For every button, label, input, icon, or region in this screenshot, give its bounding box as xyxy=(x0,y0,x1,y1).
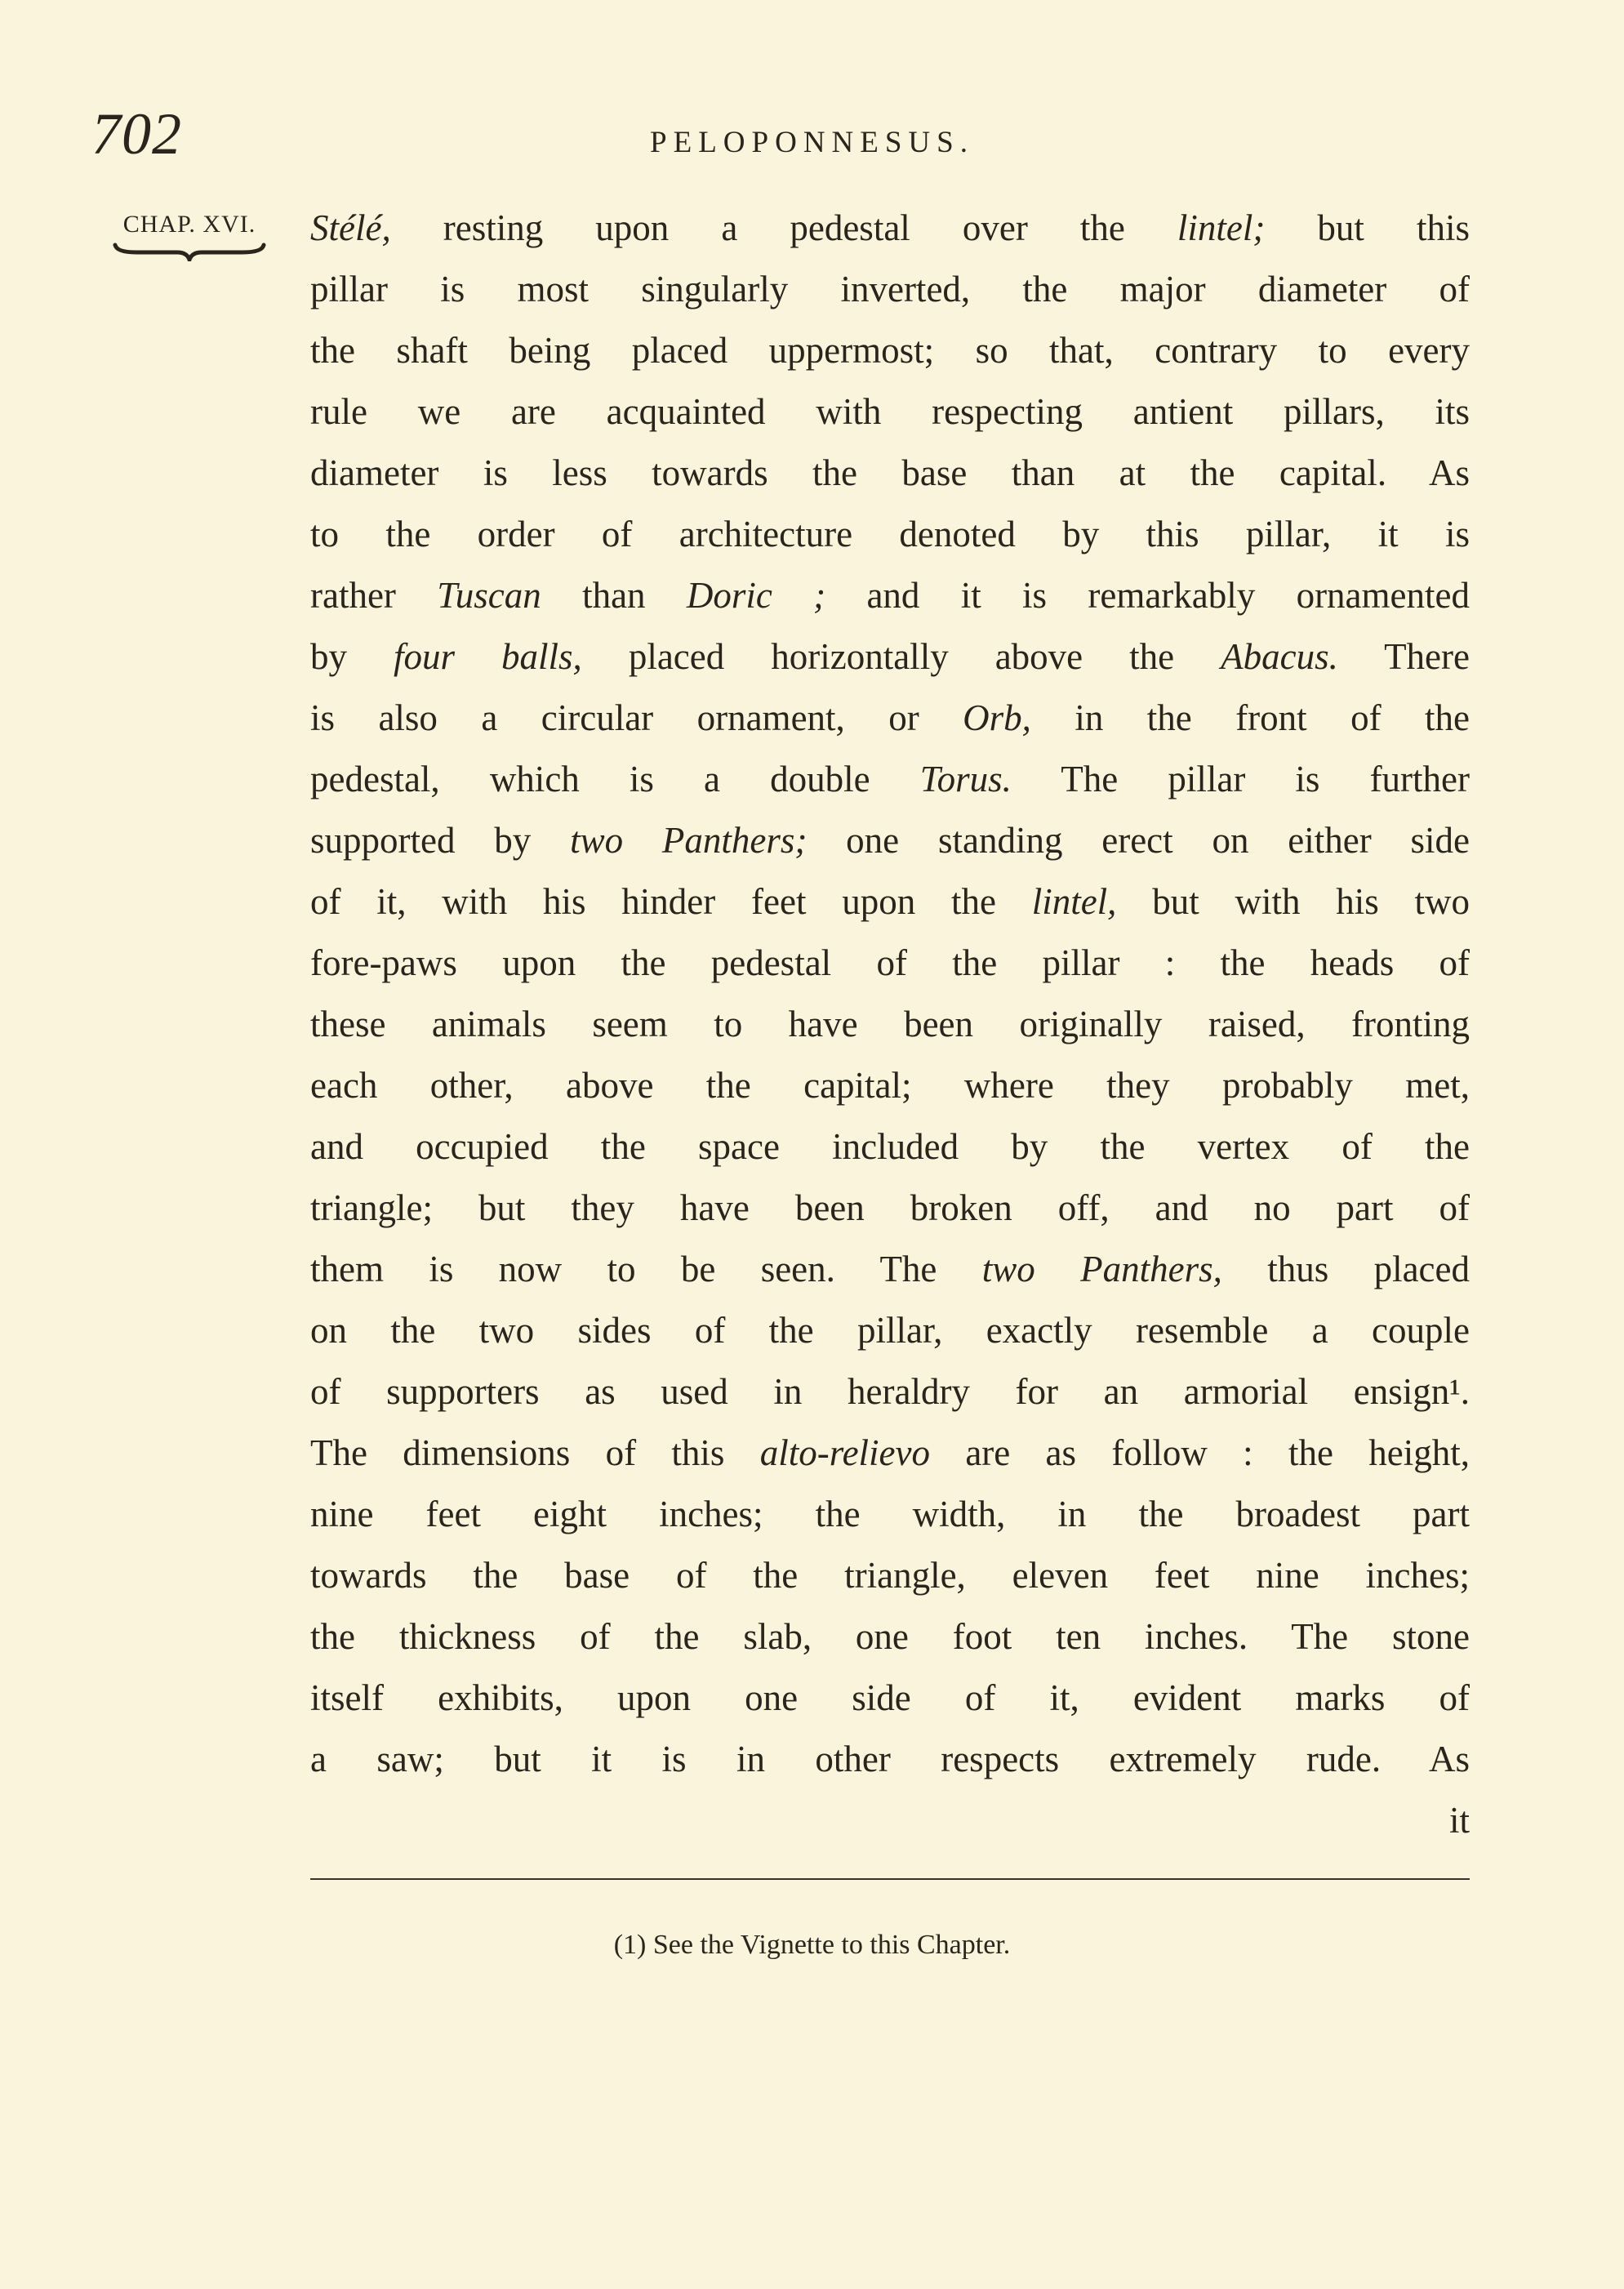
text-segment: on the two sides of the pillar, exactly resemble a couple xyxy=(310,1310,1470,1351)
text-line xyxy=(310,810,1470,871)
italic-text: Stélé, xyxy=(310,207,391,248)
text-segment: of it, with his hinder feet upon the xyxy=(310,881,1032,922)
text-segment: by xyxy=(310,636,394,677)
text-segment: is also a circular ornament, or xyxy=(310,697,963,738)
text-line xyxy=(310,381,1470,443)
italic-text: Abacus. xyxy=(1221,636,1338,677)
text-segment: rule we are acquainted with respecting antient pillars, its xyxy=(310,391,1470,432)
text-line xyxy=(310,198,1470,259)
text-line xyxy=(310,1055,1470,1116)
text-segment: supported by xyxy=(310,820,571,861)
footnote: (1) See the Vignette to this Chapter. xyxy=(613,1930,1011,1960)
italic-text: Torus. xyxy=(919,759,1012,799)
italic-text: lintel, xyxy=(1031,881,1117,922)
text-segment: thus placed xyxy=(1221,1249,1470,1289)
text-line xyxy=(310,1423,1470,1484)
italic-text: alto-relievo xyxy=(759,1432,930,1473)
text-segment: the thickness of the slab, one foot ten inches. The stone xyxy=(310,1616,1470,1657)
text-segment: itself exhibits, upon one side of it, evident marks of xyxy=(310,1677,1470,1718)
text-line xyxy=(310,994,1470,1055)
text-line xyxy=(310,688,1470,749)
text-line xyxy=(310,1729,1470,1790)
text-segment: fore-paws upon the pedestal of the pillar : the heads of xyxy=(310,942,1470,983)
text-segment: towards the base of the triangle, eleven feet nine inches; xyxy=(310,1555,1470,1596)
text-segment: them is now to be seen. The xyxy=(310,1249,982,1289)
text-line xyxy=(310,504,1470,565)
italic-text: two Panthers, xyxy=(981,1249,1222,1289)
text-line xyxy=(310,1300,1470,1361)
text-segment: triangle; but they have been broken off, and no part of xyxy=(310,1187,1470,1228)
text-segment: and it is remarkably ornamented xyxy=(825,575,1470,616)
text-line xyxy=(310,1361,1470,1423)
text-line xyxy=(310,871,1470,933)
text-line xyxy=(310,933,1470,994)
text-segment: these animals seem to have been originally raised, fronting xyxy=(310,1004,1470,1044)
text-segment: in the front of the xyxy=(1030,697,1470,738)
text-segment: The pillar is further xyxy=(1011,759,1470,799)
italic-text: Tuscan xyxy=(437,575,541,616)
text-segment: There xyxy=(1337,636,1470,677)
text-segment: the shaft being placed uppermost; so that, contrary to every xyxy=(310,330,1470,371)
body-text xyxy=(310,198,1470,1851)
text-segment: pedestal, which is a double xyxy=(310,759,920,799)
text-segment: diameter is less towards the base than at the capital. As xyxy=(310,452,1470,493)
text-line xyxy=(310,1178,1470,1239)
text-segment: than xyxy=(541,575,687,616)
brace-ornament xyxy=(112,240,267,261)
text-segment: of supporters as used in heraldry for an armorial ensign¹. xyxy=(310,1371,1470,1412)
italic-text: Orb, xyxy=(963,697,1031,738)
text-segment: rather xyxy=(310,575,438,616)
text-line xyxy=(310,1484,1470,1545)
text-segment: a saw; but it is in other respects extremely rude. As xyxy=(310,1739,1470,1779)
text-segment: are as follow : the height, xyxy=(930,1432,1470,1473)
text-segment: resting upon a pedestal over the xyxy=(390,207,1177,248)
text-line xyxy=(310,749,1470,810)
text-line xyxy=(310,443,1470,504)
running-title: PELOPONNESUS. xyxy=(650,126,974,159)
text-segment: and occupied the space included by the vertex of the xyxy=(310,1126,1470,1167)
chapter-label: CHAP. XVI. xyxy=(122,211,256,238)
chapter-margin-note xyxy=(108,212,271,261)
text-line xyxy=(310,1668,1470,1729)
text-line xyxy=(310,320,1470,381)
page-number: 702 xyxy=(91,101,182,167)
text-segment: one standing erect on either side xyxy=(807,820,1470,861)
footnote-rule xyxy=(310,1878,1470,1880)
text-line xyxy=(310,1239,1470,1300)
text-segment: each other, above the capital; where they probably met, xyxy=(310,1065,1470,1106)
text-segment: pillar is most singularly inverted, the major diameter of xyxy=(310,269,1470,310)
text-line xyxy=(310,1790,1470,1851)
italic-text: lintel; xyxy=(1177,207,1266,248)
text-segment: it xyxy=(1448,1800,1470,1841)
text-segment: The dimensions of this xyxy=(310,1432,760,1473)
text-line xyxy=(310,565,1470,626)
italic-text: two Panthers; xyxy=(570,820,808,861)
text-segment: placed horizontally above the xyxy=(581,636,1221,677)
text-segment: nine feet eight inches; the width, in the broadest part xyxy=(310,1494,1470,1534)
text-line xyxy=(310,1606,1470,1668)
text-segment: but this xyxy=(1265,207,1470,248)
italic-text: four balls, xyxy=(394,636,582,677)
text-line xyxy=(310,1116,1470,1178)
italic-text: Doric ; xyxy=(686,575,826,616)
text-line xyxy=(310,1545,1470,1606)
text-line xyxy=(310,259,1470,320)
text-segment: but with his two xyxy=(1116,881,1470,922)
text-segment: to the order of architecture denoted by this pillar, it is xyxy=(310,514,1470,554)
text-line xyxy=(310,626,1470,688)
